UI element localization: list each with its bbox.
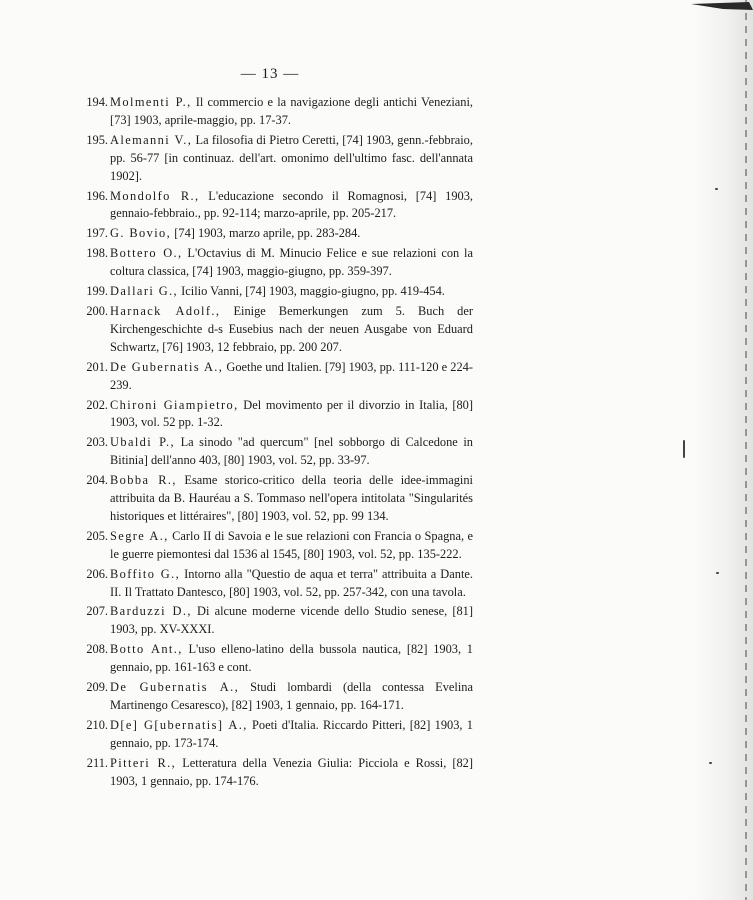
bibliography-entry	[80, 397, 473, 433]
entry-number: 197.	[86, 226, 108, 241]
entry-body	[108, 528, 473, 564]
entry-author: Boffito G.,	[110, 566, 181, 581]
entry-text: Goethe und Italien. [79] 1903, pp. 111-120 e 224-239.	[110, 359, 473, 392]
entry-author: Botto Ant.,	[110, 642, 183, 657]
entry-text: Del movimento per il divorzio in Italia, [80] 1903, vol. 52 pp. 1-32.	[110, 397, 473, 430]
entry-author: Alemanni V.,	[110, 132, 193, 147]
entry-number: 202.	[86, 397, 108, 412]
entry-body	[108, 188, 473, 224]
entry-text: L'uso elleno-latino della bussola nautica, [82] 1903, 1 gennaio, pp. 161-163 e cont.	[110, 642, 473, 675]
bibliography-entry	[80, 528, 473, 564]
bibliography-entry	[80, 472, 473, 526]
entry-number: 196.	[86, 188, 108, 203]
entry-author: Harnack Adolf.,	[110, 303, 221, 318]
entry-text: Icilio Vanni, [74] 1903, maggio-giugno, pp. 419-454.	[181, 284, 445, 299]
bibliography-entry	[80, 434, 473, 470]
entry-author: Mondolfo R.,	[110, 188, 200, 203]
entry-author: Chironi Giampietro,	[110, 397, 239, 412]
entry-text: Studi lombardi (della contessa Evelina Martinengo Cesaresco), [82] 1903, 1 gennaio, pp. 164-171.	[110, 680, 473, 712]
entry-number: 210.	[86, 717, 108, 732]
entry-body	[108, 755, 473, 791]
entry-body	[108, 717, 473, 753]
entry-number: 204.	[86, 473, 108, 488]
entry-text: Il commercio e la navigazione degli antichi Veneziani, [73] 1903, aprile-maggio, pp. 17-37.	[110, 95, 473, 127]
entry-author: Bottero O.,	[110, 246, 183, 261]
entry-text: Carlo II di Savoia e le sue relazioni con Francia o Spagna, e le guerre piemontesi dal 1536 al 1545, [80] 1903, vol. 52, pp. 135-222.	[110, 528, 473, 561]
entry-number: 206.	[86, 566, 108, 581]
page-edge-shadow	[693, 0, 753, 900]
bibliography-entry	[80, 303, 473, 357]
entry-text: La filosofia di Pietro Ceretti, [74] 1903, genn.-febbraio, pp. 56-77 [in continuaz. dell'art. omonimo dell'ultimo fasc. dell'annata 1902].	[110, 132, 473, 183]
entry-number: 195.	[86, 132, 108, 147]
entry-body	[108, 359, 473, 395]
bibliography-entry	[80, 679, 473, 715]
entry-author: Molmenti P.,	[110, 95, 192, 109]
entry-body	[108, 303, 473, 357]
entry-number: 199.	[86, 284, 108, 299]
page-edge-line	[745, 0, 747, 900]
bibliography-entry	[80, 225, 473, 243]
entry-text: Einige Bemerkungen zum 5. Buch der Kirchengeschichte d-s Eusebius nach der neuen Ausgabe von Eduard Schwartz, [76] 1903, 12 febbraio, pp. 200 207.	[110, 303, 473, 354]
entry-author: De Gubernatis A.,	[110, 680, 240, 695]
entry-body	[108, 94, 473, 130]
scan-speck	[709, 762, 712, 764]
entry-body	[108, 641, 473, 677]
entry-body	[108, 679, 473, 715]
entry-author: D[e] G[ubernatis] A.,	[110, 717, 248, 732]
page-number: — 13 —	[240, 66, 300, 82]
entry-body	[108, 397, 473, 433]
entry-body	[108, 472, 473, 526]
bibliography-entry	[80, 717, 473, 753]
entry-text: L'educazione secondo il Romagnosi, [74] 1903, gennaio-febbraio., pp. 92-114; marzo-aprile, pp. 205-217.	[110, 188, 473, 221]
entry-number: 207.	[86, 604, 108, 619]
entry-author: Barduzzi D.,	[110, 604, 192, 619]
entry-number: 209.	[86, 680, 108, 695]
bibliography-entry	[80, 755, 473, 791]
bibliography-entry	[80, 188, 473, 224]
entry-body	[108, 566, 473, 602]
scan-speck	[683, 440, 685, 458]
entry-author: Ubaldi P.,	[110, 435, 175, 450]
entry-number: 194.	[86, 95, 108, 109]
entry-author: Pitteri R.,	[110, 755, 177, 770]
bibliography-entry	[80, 283, 473, 301]
entry-number: 205.	[86, 528, 108, 543]
entry-body	[108, 603, 473, 639]
bibliography-entry	[80, 245, 473, 281]
entry-text: Letteratura della Venezia Giulia: Picciola e Rossi, [82] 1903, 1 gennaio, pp. 174-176.	[110, 755, 473, 788]
entry-body	[108, 283, 473, 301]
entry-body	[108, 225, 473, 243]
entry-number: 211.	[86, 755, 108, 770]
bibliography-entry	[80, 641, 473, 677]
entry-text: Esame storico-critico della teoria delle idee-immagini attribuita da B. Hauréau a S. Tommaso nell'opera intitolata "Singularités historiques et littéraires", [80] 1903, vol. 52, pp. 99 134.	[110, 473, 473, 523]
bibliography-entry	[80, 566, 473, 602]
entry-text: La sinodo "ad quercum" [nel sobborgo di Calcedone in Bitinia] dell'anno 403, [80] 1903, vol. 52, pp. 33-97.	[110, 435, 473, 468]
bibliography-entry	[80, 359, 473, 395]
entry-number: 201.	[86, 359, 108, 374]
entry-author: Dallari G.,	[110, 284, 179, 299]
scan-corner-mark	[683, 0, 753, 18]
bibliography-entry	[80, 603, 473, 639]
entry-text: L'Octavius di M. Minucio Felice e sue relazioni con la coltura classica, [74] 1903, maggio-giugno, pp. 359-397.	[110, 246, 473, 279]
entry-author: Segre A.,	[110, 528, 169, 543]
entry-author: Bobba R.,	[110, 473, 177, 488]
scan-speck	[715, 188, 718, 190]
entry-text: Poeti d'Italia. Riccardo Pitteri, [82] 1903, 1 gennaio, pp. 173-174.	[110, 717, 473, 750]
entry-number: 208.	[86, 642, 108, 657]
bibliography-entry	[80, 94, 473, 130]
entry-body	[108, 132, 473, 186]
bibliography-entry	[80, 132, 473, 186]
bibliography-list	[80, 94, 473, 793]
entry-number: 198.	[86, 246, 108, 261]
entry-author: G. Bovio,	[110, 226, 172, 241]
entry-author: De Gubernatis A.,	[110, 359, 224, 374]
entry-number: 203.	[86, 435, 108, 450]
entry-text: Di alcune moderne vicende dello Studio senese, [81] 1903, pp. XV-XXXI.	[110, 604, 473, 637]
entry-text: Intorno alla "Questio de aqua et terra" attribuita a Dante. II. Il Trattato Dantesco, [80] 1903, vol. 52, pp. 257-342, con una tavola.	[110, 566, 473, 599]
entry-number: 200.	[86, 303, 108, 318]
entry-body	[108, 245, 473, 281]
entry-text: [74] 1903, marzo aprile, pp. 283-284.	[174, 226, 361, 241]
scan-speck	[716, 572, 719, 574]
entry-body	[108, 434, 473, 470]
